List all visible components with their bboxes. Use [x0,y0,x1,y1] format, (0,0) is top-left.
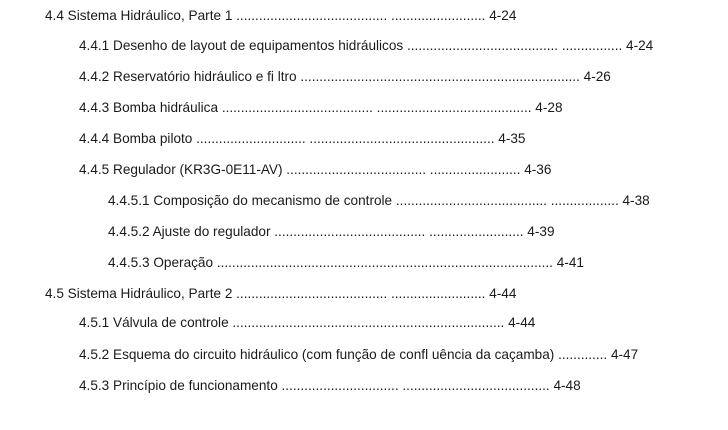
toc-entry-4-4-4[interactable]: 4.4.4 Bomba piloto ............................. ................................................. 4-35 [79,131,526,146]
toc-entry-4-4-5-3[interactable]: 4.4.5.3 Operação ......................................................................................... 4-41 [108,255,584,270]
toc-entry-4-4-3[interactable]: 4.4.3 Bomba hidráulica ........................................ ......................................... 4-28 [79,100,563,115]
toc-entry-4-4-2[interactable]: 4.4.2 Reservatório hidráulico e fi ltro .......................................................................... 4-26 [79,69,611,84]
toc-entry-4-4-5[interactable]: 4.4.5 Regulador (KR3G-0E11-AV) ..................................... ........................ 4-36 [79,162,552,177]
toc-entry-4-4[interactable]: 4.4 Sistema Hidráulico, Parte 1 ........................................ ......................... 4-24 [45,8,517,23]
toc-entry-4-4-5-2[interactable]: 4.4.5.2 Ajuste do regulador ........................................ ......................... 4-39 [108,224,555,239]
toc-entry-4-4-5-1[interactable]: 4.4.5.1 Composição do mecanismo de controle ........................................ .................. 4-38 [108,193,650,208]
toc-entry-4-5[interactable]: 4.5 Sistema Hidráulico, Parte 2 ........................................ ......................... 4-44 [45,286,517,301]
toc-entry-4-5-2[interactable]: 4.5.2 Esquema do circuito hidráulico (com função de confl uência da caçamba) ............. 4-47 [79,347,639,362]
toc-entry-4-5-3[interactable]: 4.5.3 Princípio de funcionamento ............................... ....................................... 4-48 [79,378,581,393]
toc-entry-4-5-1[interactable]: 4.5.1 Válvula de controle ........................................................................ 4-44 [79,315,536,330]
toc-entry-4-4-1[interactable]: 4.4.1 Desenho de layout de equipamentos hidráulicos ........................................ ................ 4-24 [79,38,654,53]
